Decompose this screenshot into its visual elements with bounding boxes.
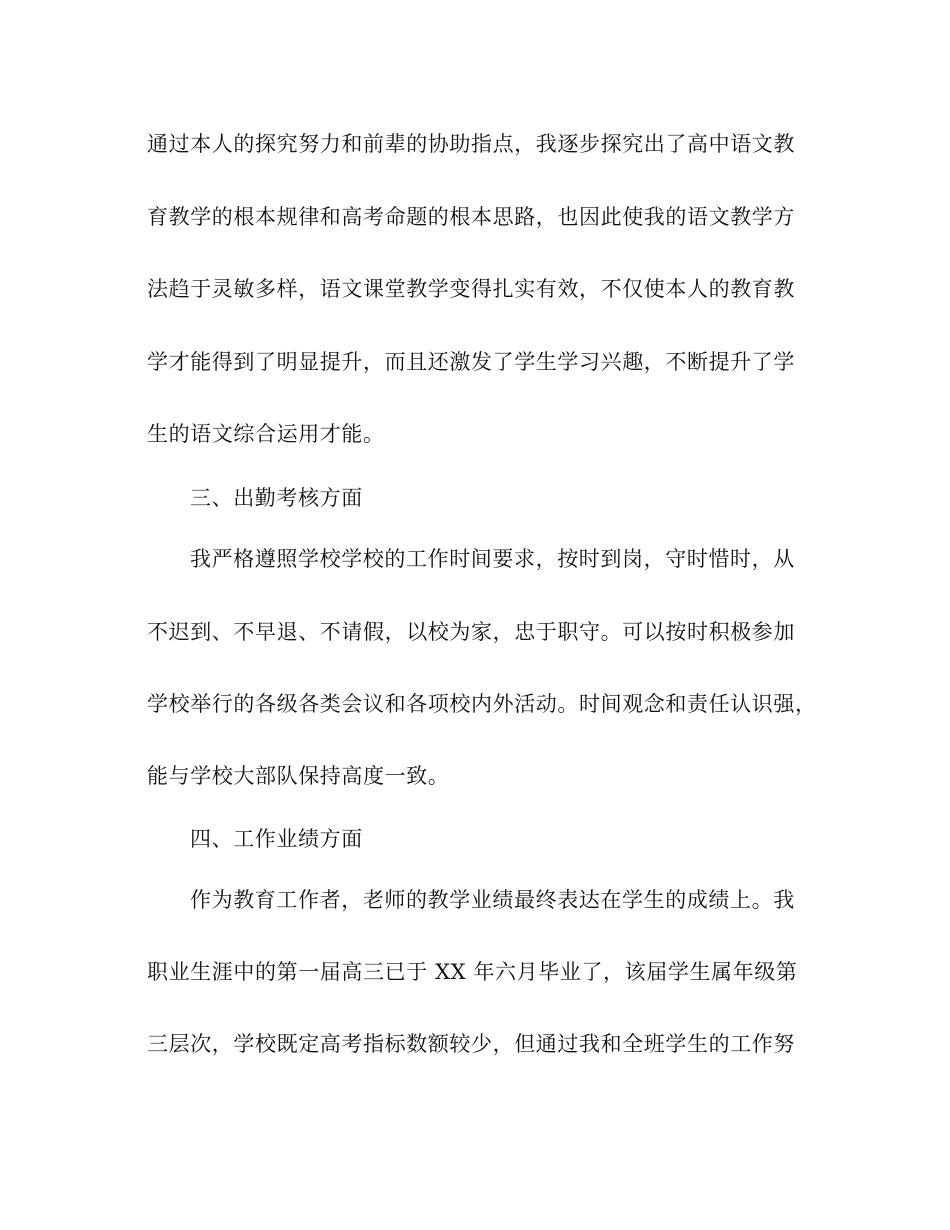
paragraph-line: 通过本人的探究努力和前辈的协助指点，我逐步探究出了高中语文教 (147, 132, 795, 156)
paragraph-line: 作为教育工作者，老师的教学业绩最终表达在学生的成绩上。我 (190, 888, 795, 912)
paragraph-line: 育教学的根本规律和高考命题的根本思路，也因此使我的语文教学方 (147, 205, 795, 229)
paragraph-line: 我严格遵照学校学校的工作时间要求，按时到岗，守时惜时，从 (190, 547, 795, 571)
paragraph-line: 三层次，学校既定高考指标数额较少，但通过我和全班学生的工作努 (147, 1032, 795, 1056)
section-heading: 四、工作业绩方面 (190, 827, 363, 851)
paragraph-line: 职业生涯中的第一届高三已于 XX 年六月毕业了，该届学生属年级第 (147, 960, 798, 984)
paragraph-line: 学才能得到了明显提升，而且还激发了学生学习兴趣，不断提升了学 (147, 350, 795, 374)
paragraph-line: 不迟到、不早退、不请假，以校为家，忠于职守。可以按时积极参加 (147, 620, 795, 644)
paragraph-line: 法趋于灵敏多样，语文课堂教学变得扎实有效，不仅使本人的教育教 (147, 277, 795, 301)
paragraph-line: 生的语文综合运用才能。 (147, 422, 385, 446)
paragraph-line: 能与学校大部队保持高度一致。 (147, 764, 450, 788)
paragraph-line: 学校举行的各级各类会议和各项校内外活动。时间观念和责任认识强， (147, 692, 817, 716)
section-heading: 三、出勤考核方面 (190, 486, 363, 510)
